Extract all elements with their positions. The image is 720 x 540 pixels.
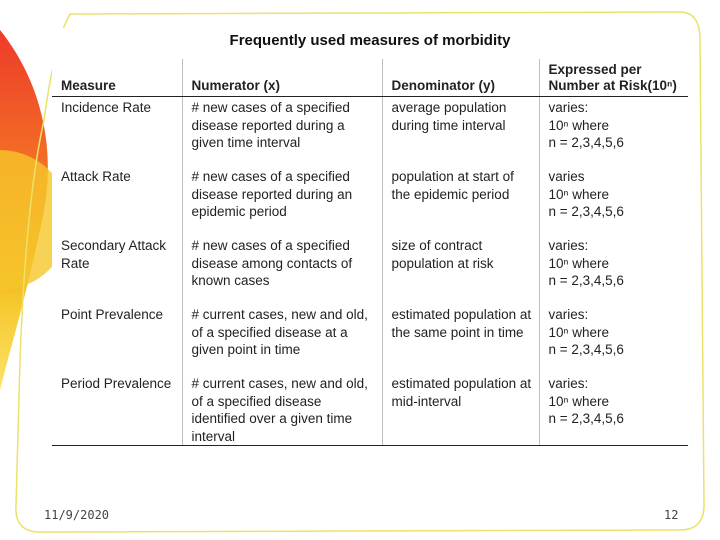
cell-measure: Secondary Attack Rate bbox=[61, 238, 167, 271]
header-numerator: Numerator (x) bbox=[182, 59, 382, 97]
table-row bbox=[52, 373, 688, 446]
cell-measure: Incidence Rate bbox=[61, 100, 152, 115]
table-row bbox=[52, 97, 688, 167]
cell-measure: Attack Rate bbox=[61, 169, 131, 184]
cell-denominator: estimated population at the same point in time bbox=[382, 304, 539, 373]
expressed-line-1: varies: bbox=[548, 376, 589, 391]
expressed-line-3: n = 2,3,4,5,6 bbox=[548, 411, 624, 426]
cell-numerator: # new cases of a specified disease reported during an epidemic period bbox=[182, 166, 382, 235]
table-row bbox=[52, 235, 688, 304]
cell-numerator: # new cases of a specified disease reported during a given time interval bbox=[182, 97, 382, 167]
table-row bbox=[52, 304, 688, 373]
expressed-line-1: varies: bbox=[548, 100, 589, 115]
cell-measure: Period Prevalence bbox=[52, 373, 182, 446]
cell-numerator: # current cases, new and old, of a specified disease identified over a given time interval bbox=[182, 373, 382, 446]
expressed-line-1: varies: bbox=[548, 307, 589, 322]
cell-expressed bbox=[539, 97, 688, 167]
expressed-line-2: 10ⁿ where bbox=[548, 255, 609, 271]
header-denominator: Denominator (y) bbox=[382, 59, 539, 97]
table-header-row bbox=[52, 59, 688, 97]
cell-denominator: size of contract population at risk bbox=[382, 235, 539, 304]
slide-content bbox=[52, 28, 688, 478]
cell-numerator: # new cases of a specified disease among contacts of known cases bbox=[182, 235, 382, 304]
cell-expressed bbox=[539, 304, 688, 373]
expressed-line-2: 10ⁿ where bbox=[548, 393, 609, 409]
expressed-line-3: n = 2,3,4,5,6 bbox=[548, 135, 624, 150]
table-row bbox=[52, 166, 688, 235]
cell-numerator: # current cases, new and old, of a specified disease at a given point in time bbox=[182, 304, 382, 373]
cell-denominator: population at start of the epidemic period bbox=[382, 166, 539, 235]
slide-date: 11/9/2020 bbox=[44, 508, 110, 522]
expressed-line-2: 10ⁿ where bbox=[548, 117, 609, 133]
expressed-line-2: 10ⁿ where bbox=[548, 186, 609, 202]
header-measure: Measure bbox=[52, 59, 182, 97]
slide-title: Frequently used measures of morbidity bbox=[229, 32, 511, 49]
cell-measure: Point Prevalence bbox=[61, 307, 164, 322]
header-expressed: Expressed per Number at Risk(10ⁿ) bbox=[539, 59, 688, 97]
expressed-line-3: n = 2,3,4,5,6 bbox=[548, 204, 624, 219]
cell-denominator: average population during time interval bbox=[382, 97, 539, 167]
cell-expressed bbox=[539, 166, 688, 235]
cell-denominator: estimated population at mid-interval bbox=[382, 373, 539, 446]
expressed-line-3: n = 2,3,4,5,6 bbox=[548, 342, 624, 357]
cell-expressed bbox=[539, 373, 688, 446]
expressed-line-2: 10ⁿ where bbox=[548, 324, 609, 340]
morbidity-measures-table bbox=[52, 59, 688, 446]
expressed-line-3: n = 2,3,4,5,6 bbox=[548, 273, 624, 288]
slide-page-number: 12 bbox=[664, 508, 679, 522]
expressed-line-1: varies bbox=[548, 169, 585, 184]
cell-expressed bbox=[539, 235, 688, 304]
expressed-line-1: varies: bbox=[548, 238, 589, 253]
